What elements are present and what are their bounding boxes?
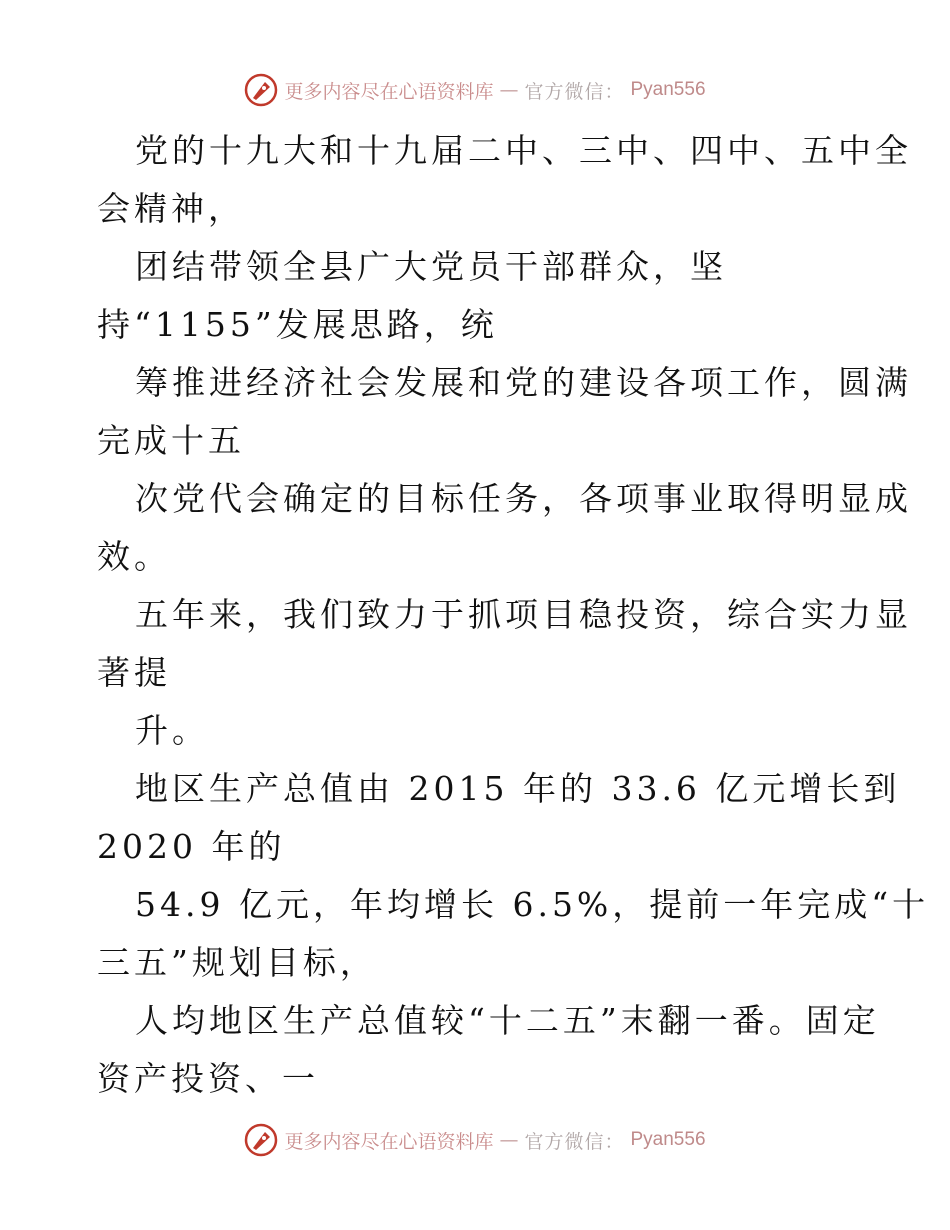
banner-main-text: 更多内容尽在心语资料库 xyxy=(284,80,494,103)
footer-banner xyxy=(0,1120,950,1160)
text-line: 持“1155”发展思路，统 xyxy=(97,305,498,344)
pen-nib-logo-icon xyxy=(244,73,278,107)
text-line: 人均地区生产总值较“十二五”末翻一番。固定 xyxy=(135,1001,880,1040)
text-line: 著提 xyxy=(97,653,171,692)
text-line: 五年来，我们致力于抓项目稳投资，综合实力显 xyxy=(135,595,912,634)
text-line: 效。 xyxy=(97,537,171,576)
text-line: 升。 xyxy=(135,711,209,750)
text-line: 2020 年的 xyxy=(97,827,286,866)
text-line: 三五”规划目标， xyxy=(97,943,377,982)
banner-main-text: 更多内容尽在心语资料库 xyxy=(284,1130,494,1153)
text-line: 党的十九大和十九届二中、三中、四中、五中全 xyxy=(135,131,912,170)
text-line: 地区生产总值由 2015 年的 33.6 亿元增长到 xyxy=(135,769,901,808)
banner-separator: — xyxy=(499,79,519,101)
text-line: 会精神， xyxy=(97,189,245,228)
banner-separator: — xyxy=(499,1129,519,1151)
banner-wechat-id: Pyan556 xyxy=(630,1129,706,1150)
text-line: 团结带领全县广大党员干部群众，坚 xyxy=(135,247,727,286)
header-banner xyxy=(0,70,950,110)
text-line: 完成十五 xyxy=(97,421,245,460)
text-line: 筹推进经济社会发展和党的建设各项工作，圆满 xyxy=(135,363,912,402)
banner-wechat-id: Pyan556 xyxy=(630,79,706,100)
text-line: 次党代会确定的目标任务，各项事业取得明显成 xyxy=(135,479,912,518)
banner-wechat-label: 官方微信： xyxy=(524,1130,625,1153)
text-line: 54.9 亿元，年均增长 6.5%，提前一年完成“十 xyxy=(135,885,930,924)
banner-wechat-label: 官方微信： xyxy=(524,80,625,103)
pen-nib-logo-icon xyxy=(244,1123,278,1157)
document-body xyxy=(97,122,930,1108)
text-line: 资产投资、一 xyxy=(97,1059,319,1098)
